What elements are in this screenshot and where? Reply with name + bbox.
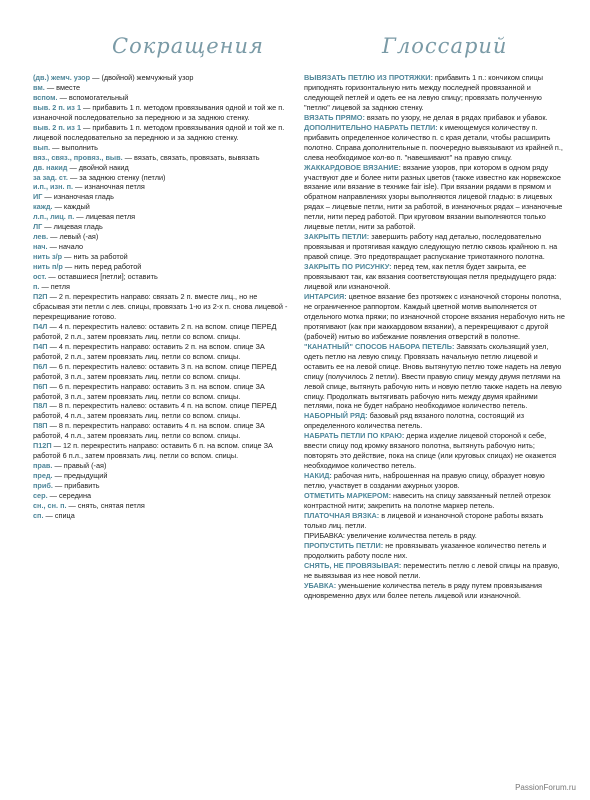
abbreviation-entry-term: П8Л (33, 401, 48, 411)
glossary-entry-definition: уменьшение количества петель в ряду путем провязывания одновременно двух или более петель лицевой или изнаночной. (304, 580, 543, 600)
glossary-entry (304, 531, 566, 541)
abbreviation-entry-term: пред. (33, 471, 53, 481)
abbreviation-entry-term: выв. 2 п. из 1 (33, 102, 82, 112)
abbreviation-entry (33, 232, 295, 242)
glossary-entry-term: НАКИД: (304, 471, 332, 481)
abbreviation-entry (33, 322, 295, 342)
abbreviation-entry (33, 153, 295, 163)
abbreviation-entry-definition: — оставшиеся [петли]; оставить (46, 272, 158, 282)
glossary-entry-definition: прибавить 1 п.: кончиком спицы приподнять горизонтальную нить между последней провязанной и следующей петлей и одеть ее на левую спицу; провязать полученную "петлю" лицевой за заднюю стенку. (304, 73, 544, 112)
glossary-entry (304, 511, 566, 531)
abbreviation-entry-definition: — лицевая петля (74, 212, 136, 222)
abbreviation-entry-definition: — двойной накид (67, 162, 129, 172)
abbreviation-entry-term: вып. (33, 142, 51, 152)
glossary-entry-term: ВЯЗАТЬ ПРЯМО: (304, 112, 365, 122)
abbreviation-entry-definition: — изнаночная петля (73, 182, 145, 192)
glossary-entry-definition: Завязать скользящий узел, одеть петлю на левую спицу. Провязать начальную петлю лицевой и оставить ее на левой спице. Вновь вытянутую петлю тоже надеть на левую спицу (получилось 2 петли). Ввести правую спицу между двумя петлями на левой спице, вытянуть рабочую нить и новую петлю также надеть на левую спицу. Продолжать вытягивать рабочую нить между двумя крайними петлями, пока не будет набрано необходимое количество петель. (304, 341, 562, 411)
abbreviation-entry (33, 441, 295, 461)
abbreviation-entry-definition: — петля (39, 282, 70, 292)
glossary-entry (304, 431, 566, 471)
abbreviation-entry-definition: — за заднюю стенку (петли) (67, 172, 166, 182)
abbreviation-entry (33, 202, 295, 212)
abbreviation-entry (33, 292, 295, 322)
watermark: PassionForum.ru (515, 783, 576, 792)
abbreviation-entry (33, 222, 295, 232)
glossary-entry-term: НАБРАТЬ ПЕТЛИ ПО КРАЮ: (304, 431, 405, 441)
glossary-entry-definition: цветное вязание без протяжек с изнаночной стороны полотна, не ограниченное раппортом. Каждый цветной мотив выполняется от отдельного мотка пряжи; по изнаночной стороне вязания нерабочую нить не протягивают (как при жаккардовом вязании), а перекрещивают с другой (рабочей) нитью во избежание появления отверстий в полотне. (304, 291, 565, 341)
abbreviation-entry (33, 83, 295, 93)
abbreviation-entry-term: ост. (33, 272, 47, 282)
abbreviation-entry-definition: — прибавить 1 п. методом провязывания одной и той же п. изнаночной последовательно за переднюю и за заднюю стенку. (33, 102, 285, 122)
abbreviation-entry-definition: — 6 п. перекрестить направо: оставить 3 п. на вспом. спице ЗА работой, 3 п.л., затем провязать лиц. петли со вспом. спицы. (33, 381, 265, 401)
glossary-entry (304, 113, 566, 123)
abbreviation-entry-term: л.п., лиц. п. (33, 212, 75, 222)
abbreviation-entry-term: дв. накид (33, 162, 68, 172)
abbreviation-entry-term: кажд. (33, 202, 53, 212)
abbreviation-entry-definition: — 12 п. перекрестить направо: оставить 6 п. на вспом. спице ЗА работой 6 п.л., затем провязать лиц. петли со вспом. спицы. (33, 441, 273, 461)
abbreviation-entry-definition: — нить перед работой (62, 262, 142, 272)
abbreviation-entry-term: нач. (33, 242, 48, 252)
glossary-entry-definition: вязание узоров, при котором в одном ряду участвуют две и более нити разных цветов (также известно как норвежское вязание или вязание в технике fair isle). При вязании рядами в прямом и обратном направлениях узоры выполняются лицевой гладью: в лицевых рядах – лицевые петли, нити за работой, в изнаночных рядах – изнаночные петли, нити перед работой. При круговом вязании выполняются только лицевые петли, нити за работой. (304, 162, 563, 232)
glossary-entry-term: ЗАКРЫТЬ ПЕТЛИ: (304, 232, 370, 242)
abbreviation-entry-term: нить п/р (33, 262, 63, 272)
abbreviation-entry-definition: — (двойной) жемчужный узор (90, 73, 194, 82)
abbreviation-entry-term: вяз., связ., провяз., выв. (33, 152, 123, 162)
glossary-entry (304, 491, 566, 511)
abbreviation-entry-term: сн., сн. п. (33, 500, 67, 510)
abbreviation-entry (33, 143, 295, 153)
abbreviation-entry-term: и.п., изн. п. (33, 182, 74, 192)
glossary-entry-term: ЗАКРЫТЬ ПО РИСУНКУ: (304, 262, 392, 272)
abbreviation-entry-term: прав. (33, 461, 53, 471)
abbreviation-entry (33, 461, 295, 471)
abbreviation-entry (33, 362, 295, 382)
glossary-entry-term: ПРОПУСТИТЬ ПЕТЛИ: (304, 540, 384, 550)
abbreviation-entry-term: за зад. ст. (33, 172, 68, 182)
abbreviation-entry-term: вспом. (33, 92, 58, 102)
glossary-title: Глоссарий (382, 34, 508, 58)
abbreviation-entry (33, 252, 295, 262)
abbreviation-entry-definition: — лицевая гладь (42, 222, 103, 232)
abbreviation-entry (33, 401, 295, 421)
abbreviation-entry (33, 73, 295, 83)
abbreviation-entry (33, 421, 295, 441)
glossary-entry-definition: держа изделие лицевой стороной к себе, ввести спицу под кромку вязаного полотна, вытянуть рабочую нить; повторять это действие, пока на спице (или круговых спицах) не окажется необходимое количество петель. (304, 431, 557, 471)
abbreviation-entry (33, 173, 295, 183)
glossary-entry-definition: ПРИБАВКА: увеличение количества петель в ряду. (304, 530, 477, 540)
abbreviation-entry-definition: — 4 п. перекрестить направо: оставить 2 п. на вспом. спице ЗА работой, 2 п.л., затем провязать лиц. петли со вспом. спицы. (33, 341, 265, 361)
glossary-entry-definition: в лицевой и изнаночной стороне работы вязать только лиц. петли. (304, 510, 544, 530)
abbreviation-entry (33, 501, 295, 511)
glossary-entry-definition: к имеющемуся количеству п. прибавить определенное количество п. с края детали, чтобы расширить полотно. Справа дополнительные п. поочередно вывязывают из крайней п., слева необходимое кол-во п. "навешивают" на правую спицу. (304, 122, 563, 162)
abbreviation-entry-definition: — каждый (52, 202, 90, 212)
abbreviation-entry (33, 93, 295, 103)
abbreviation-entry-definition: — левый (-ая) (48, 232, 99, 242)
abbreviation-entry-term: П8П (33, 421, 48, 431)
abbreviation-entry-term: нить з/р (33, 252, 63, 262)
abbreviation-entry-term: П6П (33, 381, 48, 391)
abbreviation-entry-term: (дв.) жемч. узор (33, 73, 91, 82)
glossary-entry (304, 163, 566, 233)
abbreviation-entry (33, 192, 295, 202)
abbreviation-entry-definition: — вместе (44, 82, 81, 92)
abbreviation-entry-definition: — изнаночная гладь (42, 192, 114, 202)
glossary-entry-term: ИНТАРСИЯ: (304, 291, 347, 301)
abbreviation-entry-definition: — 2 п. перекрестить направо: связать 2 п. вместе лиц., но не сбрасывая эти петли с лев. спицы, провязать 1-ю из 2-х п. снова лицевой - перекрещивание готово. (33, 291, 288, 321)
glossary-entry-definition: переместить петлю с левой спицы на правую, не вывязывая из нее новой петли. (304, 560, 560, 580)
abbreviation-entry-definition: — 8 п. перекрестить направо: оставить 4 п. на вспом. спице ЗА работой, 4 п.л., затем провязать лиц. петли со вспом. спицы. (33, 421, 265, 441)
abbreviation-entry (33, 471, 295, 481)
glossary-entry (304, 123, 566, 163)
abbreviation-entry (33, 481, 295, 491)
glossary-entry-term: ОТМЕТИТЬ МАРКЕРОМ: (304, 491, 391, 501)
abbreviation-entry-term: П4П (33, 341, 48, 351)
glossary-entry (304, 561, 566, 581)
abbreviation-entry-definition: — нить за работой (62, 252, 128, 262)
glossary-entry-definition: завершить работу над деталью, последовательно провязывая и протягивая каждую следующую петлю сквозь крайнюю п. на правой спице. Это предотвращает распускание трикотажного полотна. (304, 232, 558, 262)
abbreviation-entry-term: ИГ (33, 192, 43, 202)
abbreviation-entry-definition: — правый (-ая) (52, 461, 107, 471)
abbreviation-entry-term: сер. (33, 491, 48, 501)
glossary-entry (304, 73, 566, 113)
abbreviation-entry-term: П2П (33, 291, 48, 301)
abbreviation-entry-definition: — прибавить (52, 481, 100, 491)
glossary-entry-term: НАБОРНЫЙ РЯД: (304, 411, 368, 421)
abbreviation-entry (33, 342, 295, 362)
abbreviation-entry (33, 282, 295, 292)
glossary-entry (304, 292, 566, 342)
glossary-entry (304, 411, 566, 431)
glossary-entry-definition: перед тем, как петля будет закрыта, ее провязывают так, как вязания соответствующая петля предыдущего ряда: лицевой или изнаночной. (304, 262, 557, 292)
abbreviation-entry-term: п. (33, 282, 40, 292)
abbreviation-entry (33, 123, 295, 143)
glossary-entry-term: УБАВКА: (304, 580, 337, 590)
abbreviations-column (33, 73, 295, 521)
glossary-entry (304, 471, 566, 491)
glossary-entry-definition: навесить на спицу завязанный петлей отрезок контрастной нити; закрепить на полотне маркер петель. (304, 491, 551, 510)
abbreviation-entry-term: приб. (33, 481, 53, 491)
abbreviation-entry (33, 103, 295, 123)
abbreviation-entry-term: ЛГ (33, 222, 43, 232)
glossary-entry-definition: рабочая нить, наброшенная на правую спицу, образует новую петлю, участвует в создании ажурных узоров. (304, 471, 545, 491)
glossary-entry-term: ДОПОЛНИТЕЛЬНО НАБРАТЬ ПЕТЛИ: (304, 122, 438, 132)
abbreviation-entry (33, 212, 295, 222)
abbreviation-entry-definition: — 6 п. перекрестить налево: оставить 3 п. на вспом. спице ПЕРЕД работой, 3 п.л., затем провязать лиц. петли со вспом. спицы. (33, 361, 277, 381)
abbreviation-entry (33, 511, 295, 521)
glossary-entry-definition: не провязывать указанное количество петель и продолжить работу после них. (304, 540, 547, 560)
glossary-column (304, 73, 566, 601)
abbreviation-entry (33, 182, 295, 192)
abbreviation-entry (33, 382, 295, 402)
abbreviations-title: Сокращения (112, 34, 264, 58)
glossary-entry-term: ПЛАТОЧНАЯ ВЯЗКА: (304, 510, 380, 520)
abbreviation-entry-definition: — 4 п. перекрестить налево: оставить 2 п. на вспом. спице ПЕРЕД работой, 2 п.л., затем провязать лиц. петли со вспом. спицы. (33, 321, 277, 341)
glossary-entry-definition: базовый ряд вязаного полотна, состоящий из определенного количества петель. (304, 411, 525, 431)
glossary-entry (304, 541, 566, 561)
abbreviation-entry-definition: — вязать, связать, провязать, вывязать (122, 152, 260, 162)
abbreviation-entry-definition: — снять, снятая петля (66, 500, 145, 510)
abbreviation-entry (33, 272, 295, 282)
abbreviation-entry-term: П6Л (33, 361, 48, 371)
abbreviation-entry-definition: — середина (47, 491, 92, 501)
abbreviation-entry-term: вм. (33, 82, 45, 92)
abbreviation-entry-definition: — начало (47, 242, 84, 252)
abbreviation-entry-term: сп. (33, 510, 44, 520)
glossary-entry-definition: вязать по узору, не делая в рядах прибавок и убавок. (364, 112, 548, 122)
glossary-entry-term: ЖАККАРДОВОЕ ВЯЗАНИЕ: (304, 162, 401, 172)
abbreviation-entry-definition: — предыдущий (52, 471, 108, 481)
glossary-entry-term: ВЫВЯЗАТЬ ПЕТЛЮ ИЗ ПРОТЯЖКИ: (304, 73, 433, 82)
abbreviation-entry-term: П12П (33, 441, 52, 451)
glossary-entry-term: "КАНАТНЫЙ" СПОСОБ НАБОРА ПЕТЕЛЬ: (304, 341, 455, 351)
abbreviation-entry-definition: — спица (43, 510, 75, 520)
abbreviation-entry-definition: — 8 п. перекрестить налево: оставить 4 п. на вспом. спице ПЕРЕД работой, 4 п.л., затем провязать лиц. петли со вспом. спицы. (33, 401, 277, 421)
abbreviation-entry (33, 491, 295, 501)
abbreviation-entry-definition: — вспомогательный (57, 92, 129, 102)
abbreviation-entry (33, 163, 295, 173)
glossary-entry (304, 232, 566, 262)
glossary-entry (304, 262, 566, 292)
abbreviation-entry-definition: — прибавить 1 п. методом провязывания одной и той же п. лицевой последовательно за переднюю и за заднюю стенку. (33, 122, 285, 142)
abbreviation-entry (33, 242, 295, 252)
abbreviation-entry-term: П4Л (33, 321, 48, 331)
glossary-entry-term: СНЯТЬ, НЕ ПРОВЯЗЫВАЯ: (304, 560, 402, 570)
glossary-entry (304, 342, 566, 412)
abbreviation-entry-definition: — выполнить (50, 142, 98, 152)
glossary-entry (304, 581, 566, 601)
abbreviation-entry-term: выв. 2 п. из 1 (33, 122, 82, 132)
abbreviation-entry-term: лев. (33, 232, 49, 242)
abbreviation-entry (33, 262, 295, 272)
